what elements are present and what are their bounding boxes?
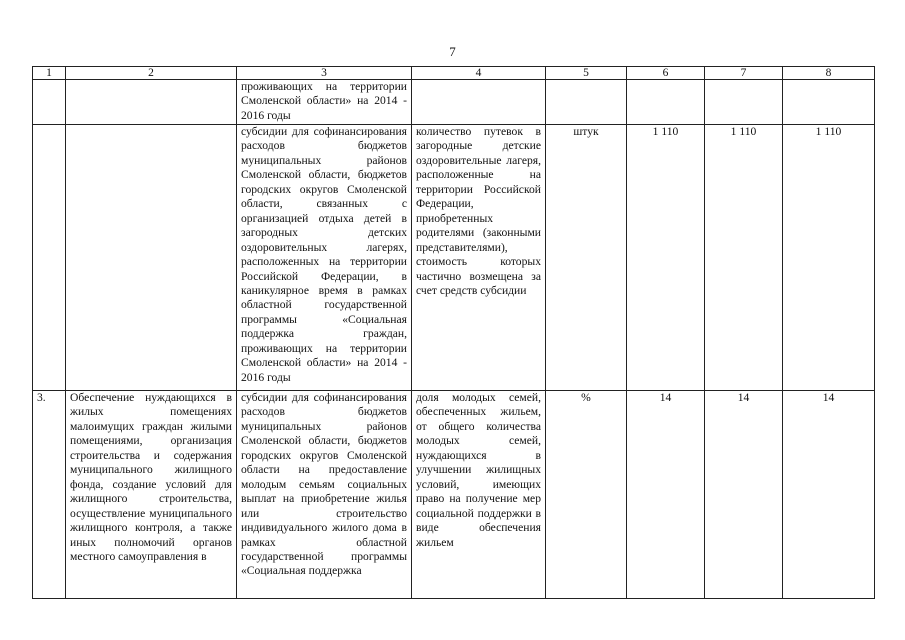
row-number-cell <box>33 80 66 125</box>
value-cell: 1 110 <box>705 125 783 391</box>
header-cell: 6 <box>627 67 705 80</box>
unit-cell <box>546 80 627 125</box>
task-cell: Обеспечение нуждающихся в жилых помещениях малоимущих граждан жилыми помещениями, организация строительства и содержания муниципального жилищного фонда, создание условий для жилищного строительства, осуществление муниципального жилищного контроля, а также иных полномочий органов местного самоуправления в <box>66 391 237 599</box>
header-cell: 5 <box>546 67 627 80</box>
table-row <box>33 80 875 125</box>
row-number-cell <box>33 125 66 391</box>
indicator-cell: доля молодых семей, обеспеченных жильем, от общего количества молодых семей, нуждающихся в улучшении жилищных условий, имеющих право на получение мер социальной поддержки в виде обеспечения жильем <box>412 391 546 599</box>
header-cell: 7 <box>705 67 783 80</box>
table-row <box>33 391 875 599</box>
task-cell <box>66 80 237 125</box>
header-cell: 1 <box>33 67 66 80</box>
header-cell: 4 <box>412 67 546 80</box>
measure-cell: проживающих на территории Смоленской области» на 2014 - 2016 годы <box>237 80 412 125</box>
value-cell: 1 110 <box>783 125 875 391</box>
measure-cell: субсидии для софинансирования расходов бюджетов муниципальных районов Смоленской области, бюджетов городских округов Смоленской области, связанных с организацией отдыха детей в загородных детских оздоровительных лагерях, расположенных на территории Российской Федерации, в каникулярное время в рамках областной государственной программы «Социальная поддержка граждан, проживающих на территории Смоленской области» на 2014 - 2016 годы <box>237 125 412 391</box>
value-cell: 14 <box>783 391 875 599</box>
value-cell: 14 <box>627 391 705 599</box>
table-header-row <box>33 67 875 80</box>
unit-cell: % <box>546 391 627 599</box>
indicator-table <box>32 66 875 599</box>
value-cell <box>783 80 875 125</box>
row-number-cell: 3. <box>33 391 66 599</box>
value-cell <box>627 80 705 125</box>
task-cell <box>66 125 237 391</box>
unit-cell: штук <box>546 125 627 391</box>
value-cell <box>705 80 783 125</box>
header-cell: 8 <box>783 67 875 80</box>
header-cell: 2 <box>66 67 237 80</box>
page-number: 7 <box>449 44 456 59</box>
value-cell: 14 <box>705 391 783 599</box>
indicator-cell <box>412 80 546 125</box>
header-cell: 3 <box>237 67 412 80</box>
indicator-cell: количество путевок в загородные детские оздоровительные лагеря, расположенные на территории Российской Федерации, приобретенных родителями (законными представителями), стоимость которых частично возмещена за счет средств субсидии <box>412 125 546 391</box>
measure-cell: субсидии для софинансирования расходов бюджетов муниципальных районов Смоленской области, бюджетов городских округов Смоленской области на предоставление молодым семьям социальных выплат на приобретение жилья или строительство индивидуального жилого дома в рамках областной государственной программы «Социальная поддержка <box>237 391 412 599</box>
value-cell: 1 110 <box>627 125 705 391</box>
table-row <box>33 125 875 391</box>
